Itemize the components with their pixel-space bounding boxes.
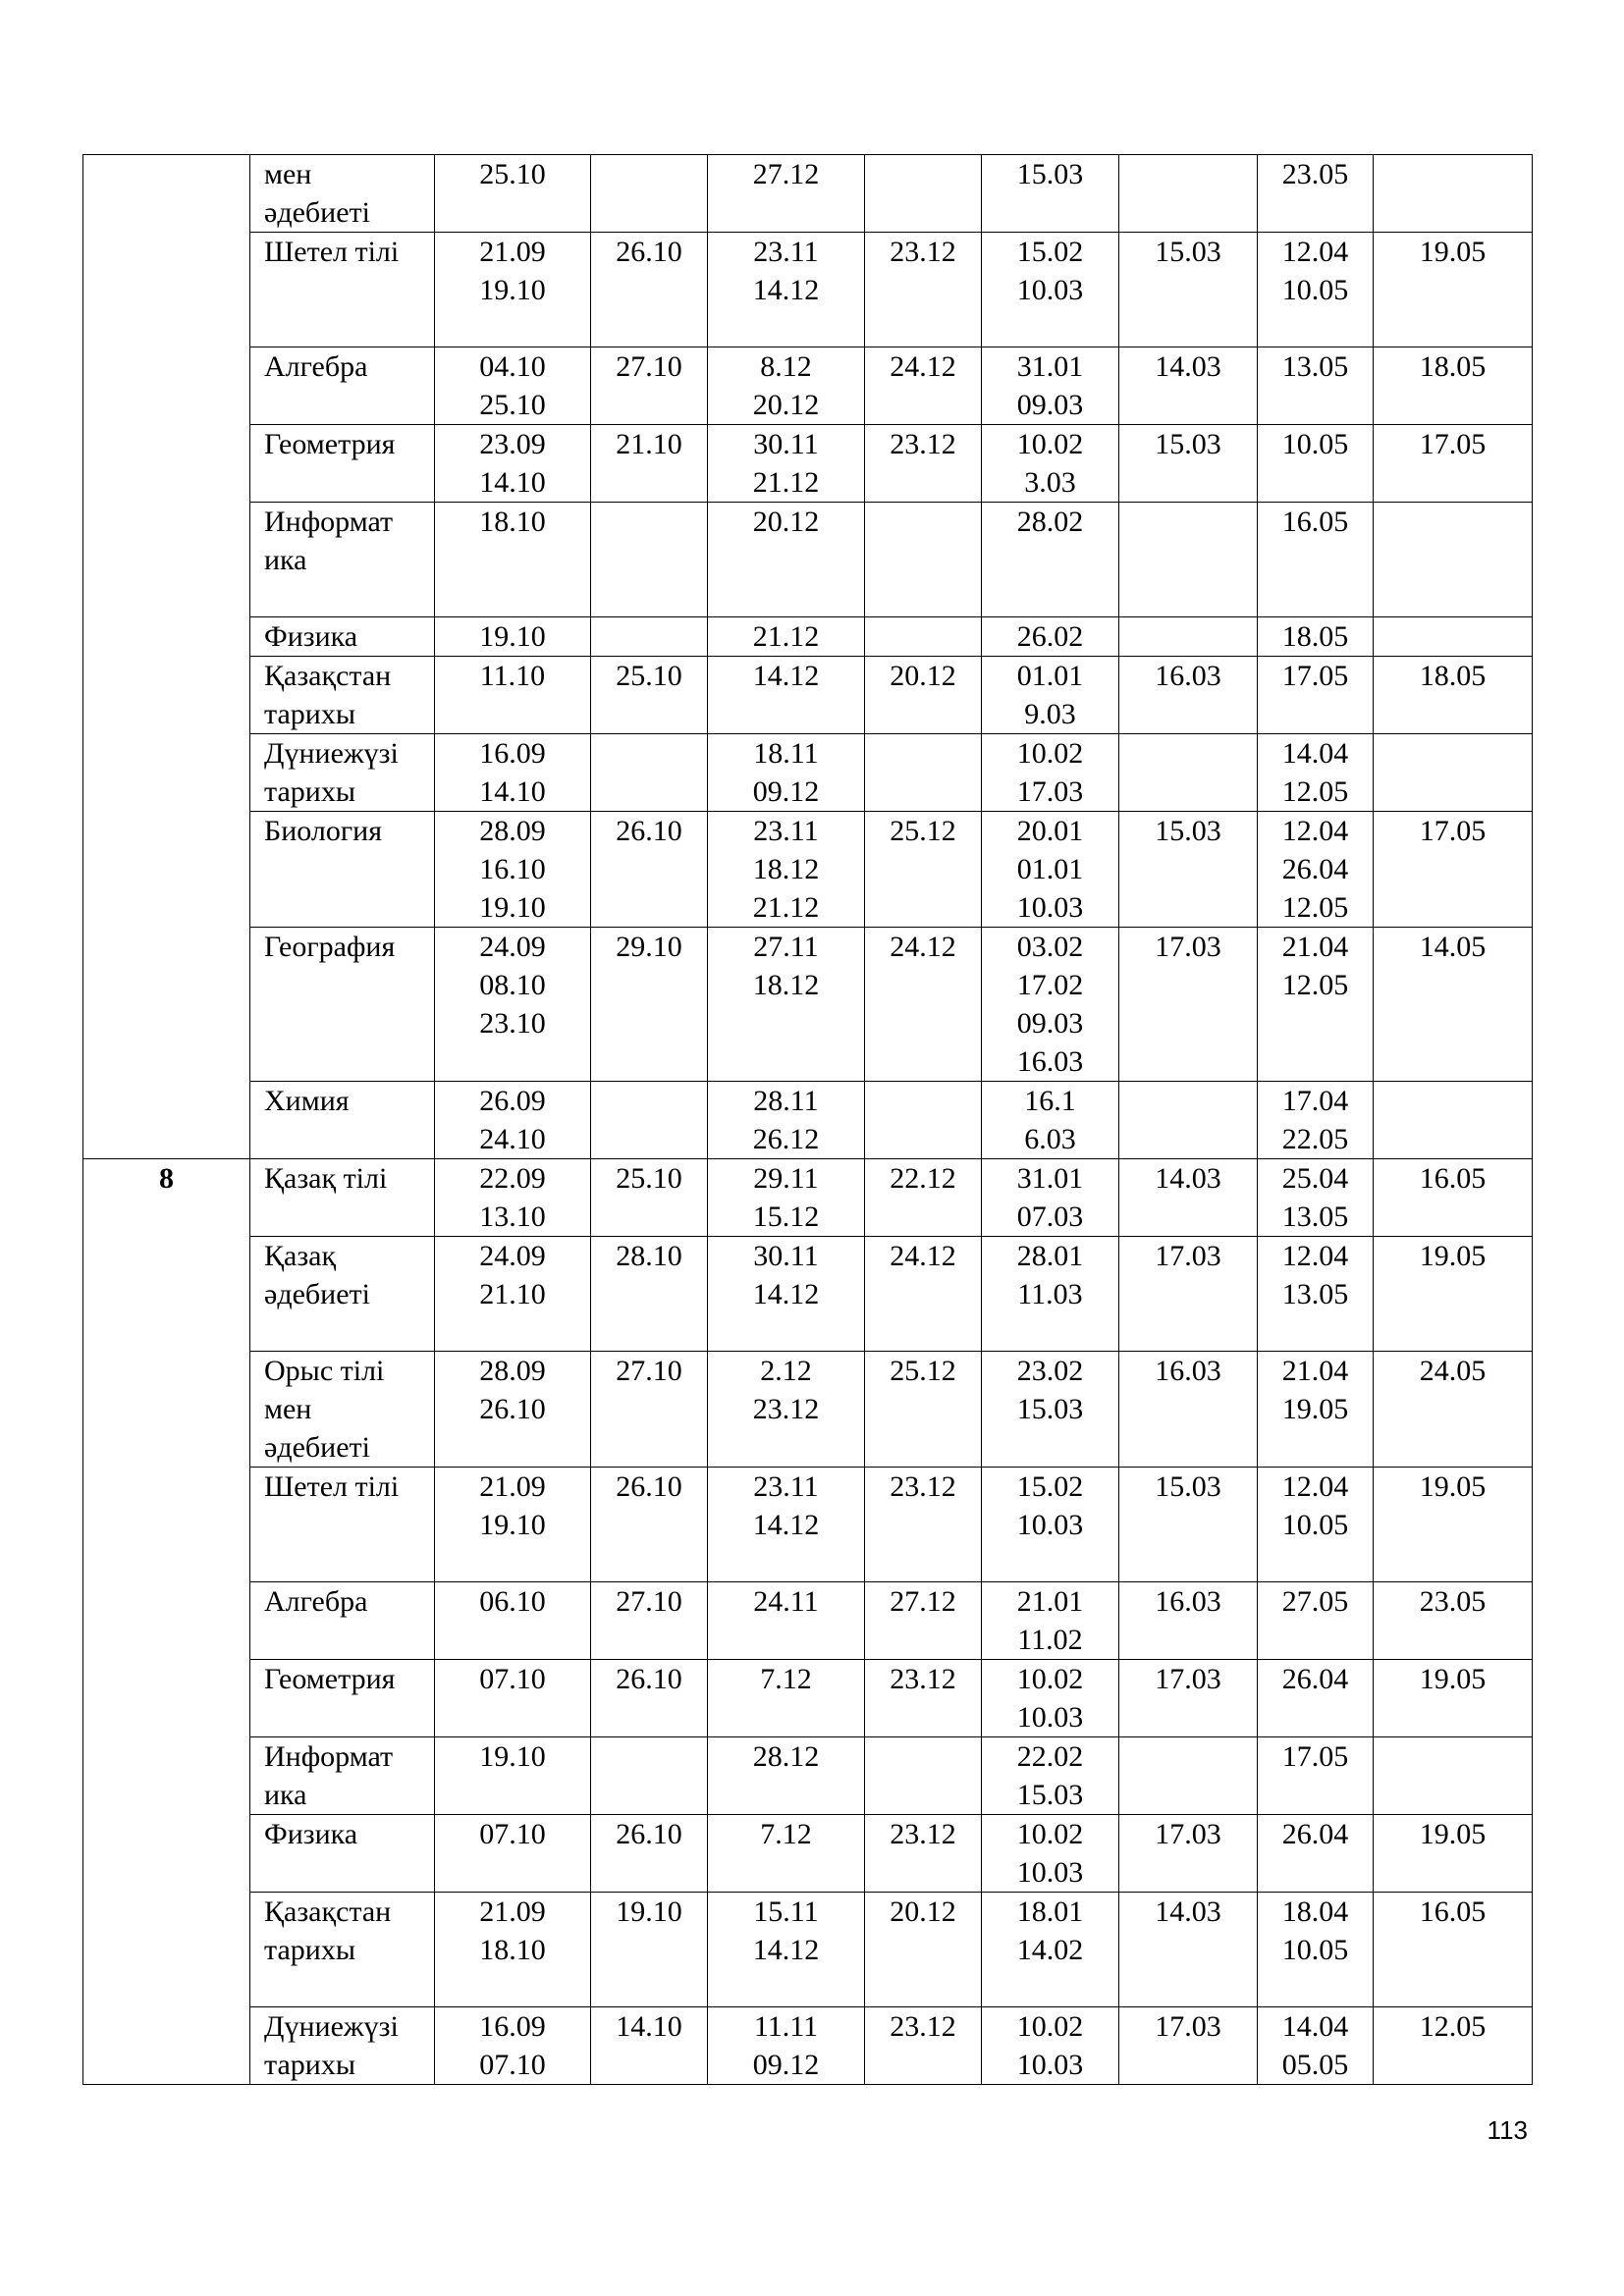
date-cell: 16.05 [1258,503,1374,617]
date-cell [865,1082,982,1159]
date-cell: 19.05 [1374,1660,1533,1737]
date-cell: 15.02 10.03 [982,233,1119,347]
date-cell: 24.09 21.10 [435,1237,591,1352]
date-cell: 04.10 25.10 [435,347,591,425]
date-cell: 26.04 [1258,1815,1374,1893]
table-row [83,1893,1533,2007]
date-cell: 18.10 [435,503,591,617]
date-cell: 17.03 [1119,1815,1258,1893]
date-cell: 21.10 [591,425,708,503]
date-cell: 20.01 01.01 10.03 [982,812,1119,928]
date-cell [591,155,708,233]
date-cell: 30.11 14.12 [708,1237,865,1352]
date-cell [865,1737,982,1815]
date-cell [1374,155,1533,233]
date-cell: 21.04 19.05 [1258,1352,1374,1468]
date-cell: 29.10 [591,928,708,1082]
date-cell: 21.09 18.10 [435,1893,591,2007]
table-row [83,1159,1533,1237]
date-cell: 27.11 18.12 [708,928,865,1082]
subject-cell: Информат ика [250,1737,435,1815]
date-cell: 25.10 [591,1159,708,1237]
date-cell: 21.12 [708,617,865,657]
date-cell [1119,1082,1258,1159]
date-cell: 28.09 16.10 19.10 [435,812,591,928]
date-cell: 12.05 [1374,2007,1533,2085]
table-row [83,812,1533,928]
date-cell: 12.04 13.05 [1258,1237,1374,1352]
date-cell: 18.01 14.02 [982,1893,1119,2007]
date-cell: 21.04 12.05 [1258,928,1374,1082]
date-cell: 23.12 [865,425,982,503]
subject-cell: Информат ика [250,503,435,617]
date-cell: 23.11 14.12 [708,233,865,347]
date-cell: 15.02 10.03 [982,1468,1119,1582]
date-cell [1374,503,1533,617]
date-cell: 24.09 08.10 23.10 [435,928,591,1082]
date-cell: 29.11 15.12 [708,1159,865,1237]
date-cell: 7.12 [708,1660,865,1737]
date-cell: 24.12 [865,1237,982,1352]
date-cell: 19.10 [435,1737,591,1815]
date-cell: 21.09 19.10 [435,1468,591,1582]
assessment-schedule-table [82,154,1533,2085]
subject-cell: Геометрия [250,1660,435,1737]
date-cell: 27.12 [708,155,865,233]
date-cell: 14.03 [1119,1893,1258,2007]
date-cell: 10.05 [1258,425,1374,503]
date-cell: 24.12 [865,928,982,1082]
date-cell: 28.09 26.10 [435,1352,591,1468]
table-row [83,617,1533,657]
date-cell: 18.04 10.05 [1258,1893,1374,2007]
date-cell: 10.02 10.03 [982,1660,1119,1737]
date-cell: 17.05 [1258,657,1374,734]
date-cell [1119,617,1258,657]
date-cell: 23.12 [865,1815,982,1893]
date-cell: 19.05 [1374,1237,1533,1352]
date-cell: 25.04 13.05 [1258,1159,1374,1237]
date-cell: 17.05 [1258,1737,1374,1815]
date-cell: 26.10 [591,1815,708,1893]
subject-cell: Қазақ әдебиеті [250,1237,435,1352]
date-cell: 31.01 09.03 [982,347,1119,425]
date-cell: 22.09 13.10 [435,1159,591,1237]
date-cell: 30.11 21.12 [708,425,865,503]
date-cell: 24.11 [708,1582,865,1660]
table-row [83,2007,1533,2085]
date-cell: 17.03 [1119,928,1258,1082]
subject-cell: Қазақ тілі [250,1159,435,1237]
date-cell: 16.03 [1119,657,1258,734]
date-cell: 14.04 12.05 [1258,734,1374,812]
date-cell: 25.12 [865,812,982,928]
date-cell: 24.12 [865,347,982,425]
date-cell: 16.05 [1374,1893,1533,2007]
date-cell: 13.05 [1258,347,1374,425]
date-cell: 15.03 [1119,1468,1258,1582]
date-cell: 28.12 [708,1737,865,1815]
date-cell: 23.11 18.12 21.12 [708,812,865,928]
date-cell [591,503,708,617]
date-cell: 15.03 [1119,812,1258,928]
subject-cell: Шетел тілі [250,233,435,347]
date-cell: 23.09 14.10 [435,425,591,503]
date-cell: 2.12 23.12 [708,1352,865,1468]
date-cell: 15.03 [1119,233,1258,347]
date-cell: 23.02 15.03 [982,1352,1119,1468]
date-cell: 10.02 17.03 [982,734,1119,812]
date-cell: 25.10 [435,155,591,233]
date-cell [865,503,982,617]
table-row [83,1815,1533,1893]
date-cell [591,1082,708,1159]
subject-cell: Геометрия [250,425,435,503]
date-cell: 12.04 10.05 [1258,1468,1374,1582]
date-cell [865,155,982,233]
date-cell: 16.1 6.03 [982,1082,1119,1159]
table-row [83,1660,1533,1737]
date-cell: 7.12 [708,1815,865,1893]
date-cell: 18.05 [1374,657,1533,734]
table-row [83,1352,1533,1468]
date-cell: 16.09 07.10 [435,2007,591,2085]
date-cell: 01.01 9.03 [982,657,1119,734]
date-cell: 16.03 [1119,1352,1258,1468]
date-cell: 14.12 [708,657,865,734]
subject-cell: Орыс тілі мен әдебиеті [250,1352,435,1468]
table-row [83,1082,1533,1159]
grade-cell [83,155,250,1159]
date-cell: 17.05 [1374,812,1533,928]
subject-cell: Биология [250,812,435,928]
date-cell: 19.10 [435,617,591,657]
date-cell: 26.10 [591,812,708,928]
date-cell: 23.12 [865,233,982,347]
date-cell: 23.05 [1258,155,1374,233]
date-cell: 19.05 [1374,1815,1533,1893]
table-row [83,347,1533,425]
table-row [83,233,1533,347]
date-cell: 26.02 [982,617,1119,657]
date-cell: 11.10 [435,657,591,734]
page-number: 113 [1487,2115,1528,2145]
date-cell: 06.10 [435,1582,591,1660]
date-cell: 10.02 3.03 [982,425,1119,503]
date-cell: 27.12 [865,1582,982,1660]
date-cell: 31.01 07.03 [982,1159,1119,1237]
date-cell [591,617,708,657]
date-cell: 28.01 11.03 [982,1237,1119,1352]
date-cell [1119,503,1258,617]
subject-cell: Физика [250,1815,435,1893]
subject-cell: мен әдебиеті [250,155,435,233]
date-cell: 23.11 14.12 [708,1468,865,1582]
table-row [83,928,1533,1082]
date-cell: 23.05 [1374,1582,1533,1660]
subject-cell: Қазақстан тарихы [250,657,435,734]
subject-cell: Дүниежүзі тарихы [250,734,435,812]
date-cell: 24.05 [1374,1352,1533,1468]
date-cell [865,617,982,657]
date-cell: 28.10 [591,1237,708,1352]
date-cell: 28.11 26.12 [708,1082,865,1159]
date-cell: 23.12 [865,2007,982,2085]
subject-cell: Шетел тілі [250,1468,435,1582]
date-cell: 07.10 [435,1815,591,1893]
date-cell: 17.05 [1374,425,1533,503]
date-cell: 15.03 [1119,425,1258,503]
date-cell: 26.10 [591,1660,708,1737]
date-cell: 27.10 [591,1582,708,1660]
date-cell: 20.12 [865,1893,982,2007]
date-cell: 22.12 [865,1159,982,1237]
date-cell: 07.10 [435,1660,591,1737]
date-cell [1374,1737,1533,1815]
date-cell: 27.05 [1258,1582,1374,1660]
table-row [83,503,1533,617]
date-cell [1119,155,1258,233]
date-cell: 21.09 19.10 [435,233,591,347]
date-cell: 16.03 [1119,1582,1258,1660]
subject-cell: Алгебра [250,347,435,425]
date-cell [591,1737,708,1815]
date-cell: 22.02 15.03 [982,1737,1119,1815]
date-cell: 14.03 [1119,1159,1258,1237]
date-cell: 17.04 22.05 [1258,1082,1374,1159]
date-cell: 16.05 [1374,1159,1533,1237]
subject-cell: Дүниежүзі тарихы [250,2007,435,2085]
date-cell: 25.10 [591,657,708,734]
table-row [83,1237,1533,1352]
date-cell: 26.04 [1258,1660,1374,1737]
date-cell: 20.12 [708,503,865,617]
date-cell: 8.12 20.12 [708,347,865,425]
date-cell [1119,1737,1258,1815]
date-cell: 17.03 [1119,1237,1258,1352]
date-cell: 17.03 [1119,2007,1258,2085]
table-row [83,1582,1533,1660]
subject-cell: География [250,928,435,1082]
date-cell [1374,617,1533,657]
table-row [83,734,1533,812]
table-body [83,155,1533,2085]
date-cell: 26.10 [591,1468,708,1582]
date-cell: 10.02 10.03 [982,2007,1119,2085]
date-cell: 03.02 17.02 09.03 16.03 [982,928,1119,1082]
date-cell: 14.10 [591,2007,708,2085]
date-cell: 11.11 09.12 [708,2007,865,2085]
date-cell: 20.12 [865,657,982,734]
date-cell: 14.04 05.05 [1258,2007,1374,2085]
table-row [83,1468,1533,1582]
date-cell [1374,1082,1533,1159]
date-cell: 27.10 [591,347,708,425]
date-cell: 18.05 [1374,347,1533,425]
date-cell: 25.12 [865,1352,982,1468]
table-row [83,657,1533,734]
date-cell [865,734,982,812]
date-cell: 21.01 11.02 [982,1582,1119,1660]
date-cell: 14.05 [1374,928,1533,1082]
date-cell [591,734,708,812]
subject-cell: Қазақстан тарихы [250,1893,435,2007]
date-cell: 19.05 [1374,233,1533,347]
date-cell: 12.04 26.04 12.05 [1258,812,1374,928]
date-cell: 18.05 [1258,617,1374,657]
date-cell: 26.09 24.10 [435,1082,591,1159]
date-cell: 12.04 10.05 [1258,233,1374,347]
date-cell: 23.12 [865,1660,982,1737]
subject-cell: Алгебра [250,1582,435,1660]
table-row [83,1737,1533,1815]
grade-cell: 8 [83,1159,250,2085]
table-row [83,425,1533,503]
date-cell [1374,734,1533,812]
date-cell: 26.10 [591,233,708,347]
date-cell: 16.09 14.10 [435,734,591,812]
date-cell: 28.02 [982,503,1119,617]
date-cell: 15.11 14.12 [708,1893,865,2007]
date-cell: 15.03 [982,155,1119,233]
date-cell: 19.10 [591,1893,708,2007]
date-cell: 27.10 [591,1352,708,1468]
date-cell: 23.12 [865,1468,982,1582]
date-cell: 19.05 [1374,1468,1533,1582]
subject-cell: Химия [250,1082,435,1159]
table-row [83,155,1533,233]
date-cell: 10.02 10.03 [982,1815,1119,1893]
subject-cell: Физика [250,617,435,657]
date-cell: 17.03 [1119,1660,1258,1737]
date-cell: 14.03 [1119,347,1258,425]
date-cell [1119,734,1258,812]
date-cell: 18.11 09.12 [708,734,865,812]
